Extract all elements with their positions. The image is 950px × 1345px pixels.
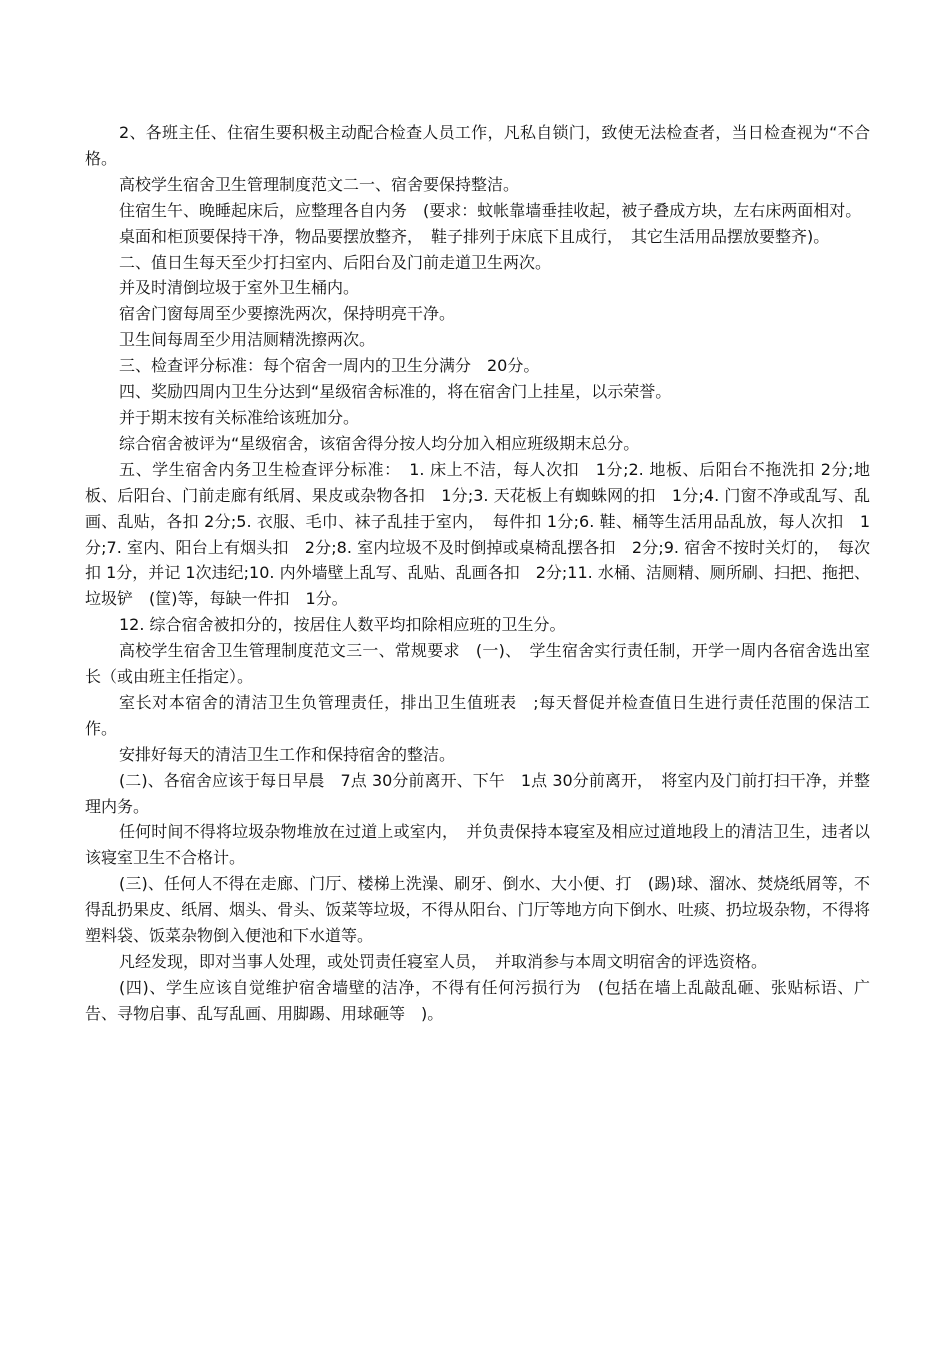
paragraph-17: 安排好每天的清洁卫生工作和保持宿舍的整洁。 (119, 744, 456, 764)
paragraph-7: 宿舍门窗每周至少要擦洗两次，保持明亮干净。 (119, 304, 456, 324)
paragraph-8: 卫生间每周至少用洁厕精洗擦两次。 (119, 330, 376, 350)
paragraph-9: 三、检查评分标准：每个宿舍一周内的卫生分满分 20分。 (119, 356, 540, 376)
paragraph-4: 桌面和柜顶要保持干净，物品要摆放整齐， 鞋子排列于床底下且成行， 其它生活用品摆放要整齐)。 (119, 226, 830, 246)
paragraph-1: 2、各班主任、住宿生要积极主动配合检查人员工作，凡私自锁门，致使无法检查者，当日检查视为“不合格。 (85, 123, 870, 168)
paragraph-6: 并及时清倒垃圾于室外卫生桶内。 (119, 278, 360, 298)
paragraph-14: 12. 综合宿舍被扣分的，按居住人数平均扣除相应班的卫生分。 (119, 615, 566, 635)
paragraph-18: (二)、各宿舍应该于每日早晨 7点 30分前离开、下午 1点 30分前离开， 将室内及门前打扫干净，并整理内务。 (85, 770, 870, 816)
paragraph-10: 四、奖励四周内卫生分达到“星级宿舍标准的，将在宿舍门上挂星，以示荣誉。 (119, 382, 672, 402)
document-page (85, 120, 870, 1027)
paragraph-21: 凡经发现，即对当事人处理，或处罚责任寝室人员， 并取消参与本周文明宿舍的评选资格。 (119, 952, 768, 971)
paragraph-2: 高校学生宿舍卫生管理制度范文二一、宿舍要保持整洁。 (119, 174, 520, 194)
paragraph-3: 住宿生午、晚睡起床后，应整理各自内务 (要求：蚊帐靠墙垂挂收起，被子叠成方块，左右床两面相对。 (119, 200, 862, 220)
paragraph-19: 任何时间不得将垃圾杂物堆放在过道上或室内， 并负责保持本寝室及相应过道地段上的清洁卫生，违者以该寝室卫生不合格计。 (85, 822, 870, 868)
paragraph-12: 综合宿舍被评为“星级宿舍，该宿舍得分按人均分加入相应班级期末总分。 (119, 433, 640, 453)
paragraph-22: (四)、学生应该自觉维护宿舍墙壁的洁净，不得有任何污损行为 (包括在墙上乱敲乱砸、张贴标语、广告、寻物启事、乱写乱画、用脚踢、用球砸等 )。 (85, 977, 870, 1023)
paragraph-16: 室长对本宿舍的清洁卫生负管理责任，排出卫生值班表 ;每天督促并检查值日生进行责任范围的保洁工作。 (85, 692, 870, 738)
paragraph-20: (三)、任何人不得在走廊、门厅、楼梯上洗澡、刷牙、倒水、大小便、打 (踢)球、溜冰、焚烧纸屑等，不得乱扔果皮、纸屑、烟头、骨头、饭菜等垃圾，不得从阳台、门厅等地方向下倒水、吐痰、扔垃圾杂物，不得将塑料袋、饭菜杂物倒入便池和下水道等。 (85, 874, 870, 946)
paragraph-11: 并于期末按有关标准给该班加分。 (119, 407, 360, 427)
paragraph-13: 五、学生宿舍内务卫生检查评分标准： 1. 床上不洁，每人次扣 1分;2. 地板、后阳台不拖洗扣 2分;地板、后阳台、门前走廊有纸屑、果皮或杂物各扣 1分;3. 天花板上有蜘蛛网的扣 1分;4. 门窗不净或乱写、乱画、乱贴，各扣 2分;5. 衣服、毛巾、袜子乱挂于室内， 每件扣 1分;6. 鞋、桶等生活用品乱放，每人次扣 1分;7. 室内、阳台上有烟头扣 2分;8. 室内垃圾不及时倒掉或桌椅乱摆各扣 2分;9. 宿舍不按时关灯的， 每次扣 1分，并记 1次违纪;10. 内外墙壁上乱写、乱贴、乱画各扣 2分;11. 水桶、洁厕精、厕所刷、扫把、拖把、垃圾铲 (筐)等，每缺一件扣 1分。 (85, 459, 870, 609)
paragraph-15: 高校学生宿舍卫生管理制度范文三一、常规要求 (一)、 学生宿舍实行责任制，开学一周内各宿舍选出室长（或由班主任指定）。 (85, 641, 870, 687)
paragraph-5: 二、值日生每天至少打扫室内、后阳台及门前走道卫生两次。 (119, 252, 552, 272)
